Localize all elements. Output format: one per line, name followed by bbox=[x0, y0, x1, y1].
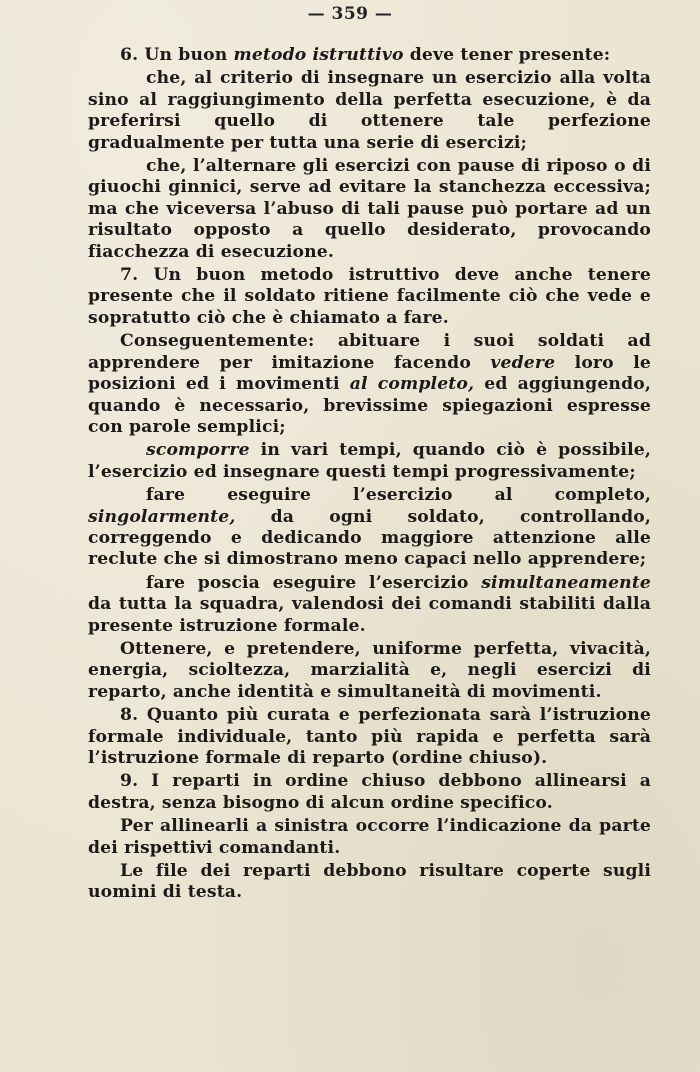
italic-text: simultaneamente bbox=[481, 572, 651, 593]
text-run: 9. I reparti in ordine chiuso debbono allinearsi a destra, senza bisogno di alcun ordine specifico. bbox=[88, 771, 651, 813]
text-run: Le file dei reparti debbono risultare coperte sugli uomini di testa. bbox=[88, 861, 651, 903]
paragraph bbox=[88, 45, 651, 66]
text-run: che, l’alternare gli esercizi con pause di riposo o di giuochi ginnici, serve ad evitare la stanchezza eccessiva; ma che viceversa l’abuso di tali pause può portare ad un risultato opposto a quello desiderato, provocando fiacchezza di esecuzione. bbox=[88, 156, 651, 262]
text-run: deve tener presente: bbox=[403, 45, 611, 65]
body-text bbox=[88, 45, 651, 904]
text-run: 6. Un buon bbox=[120, 45, 234, 65]
text-run: 7. Un buon metodo istruttivo deve anche tenere presente che il soldato ritiene facilmente ciò che vede e sopratutto ciò che è chiamato a fare. bbox=[88, 265, 651, 328]
paragraph bbox=[88, 331, 651, 438]
paragraph bbox=[88, 705, 651, 769]
paragraph bbox=[88, 265, 651, 329]
text-run: che, al criterio di insegnare un esercizio alla volta sino al raggiungimento della perfetta esecuzione, è da preferirsi quello di ottenere tale perfezione gradualmente per tutta una serie di esercizi; bbox=[88, 68, 651, 153]
text-run: Conseguentemente: abituare i suoi soldati ad apprendere per imitazione facendo bbox=[88, 331, 651, 373]
paragraph bbox=[88, 639, 651, 703]
text-run: fare poscia eseguire l’esercizio bbox=[146, 572, 482, 593]
text-run: 8. Quanto più curata e perfezionata sarà l’istruzione formale individuale, tanto più rapida e perfetta sarà l’istruzione formale di reparto (ordine chiuso). bbox=[88, 705, 651, 768]
paragraph bbox=[88, 440, 651, 483]
paragraph bbox=[88, 861, 651, 904]
paragraph bbox=[88, 771, 651, 814]
text-run: loro le posizioni ed i movimenti bbox=[88, 352, 651, 395]
paragraph bbox=[88, 816, 651, 859]
paragraph bbox=[88, 156, 651, 263]
text-run: in vari tempi, quando ciò è possibile, l’esercizio ed insegnare questi tempi progressivamente; bbox=[88, 440, 651, 482]
text-run: ed aggiungendo, quando è necessario, brevissime spiegazioni espresse con parole semplici; bbox=[88, 374, 651, 437]
italic-text: scomporre bbox=[146, 440, 250, 461]
paragraph bbox=[88, 68, 651, 154]
text-run: da ogni soldato, controllando, correggendo e dedicando maggiore attenzione alle reclute che si dimostrano meno capaci nello apprendere; bbox=[88, 506, 651, 570]
text-run: fare eseguire l’esercizio al completo, bbox=[146, 485, 651, 506]
italic-text: vedere bbox=[490, 352, 556, 373]
italic-text: al completo, bbox=[349, 374, 475, 395]
italic-text: singolarmente, bbox=[88, 506, 236, 527]
text-run: da tutta la squadra, valendosi dei comandi stabiliti dalla presente istruzione formale. bbox=[88, 594, 651, 636]
text-run: Ottenere, e pretendere, uniforme perfetta, vivacità, energia, scioltezza, marzialità e, negli esercizi di reparto, anche identità e simultaneità di movimenti. bbox=[88, 638, 651, 702]
paragraph bbox=[88, 485, 651, 571]
text-run: Per allinearli a sinistra occorre l’indicazione da parte dei rispettivi comandanti. bbox=[88, 816, 651, 858]
italic-text: metodo istruttivo bbox=[233, 45, 404, 65]
paragraph bbox=[88, 573, 651, 637]
page-number: — 359 — bbox=[307, 4, 393, 24]
